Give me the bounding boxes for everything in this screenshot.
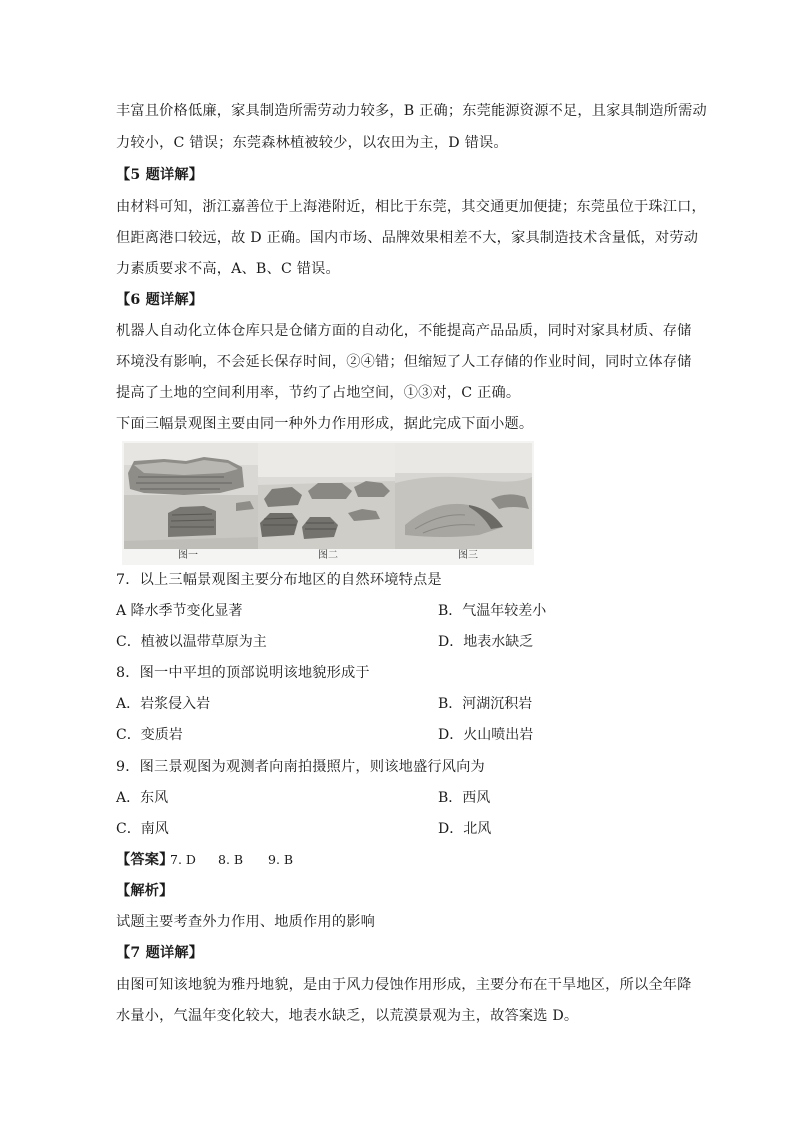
q6-line: 环境没有影响，不会延长保存时间，②④错；但缩短了人工存储的作业时间，同时立体存储: [116, 354, 692, 370]
q6-line: 提高了土地的空间利用率，节约了占地空间，①③对，C 正确。: [116, 385, 521, 401]
question-9-option-b: B．西风: [438, 790, 491, 806]
answer-item: 8. B: [218, 852, 244, 867]
question-8-option-a: A．岩浆侵入岩: [116, 696, 211, 712]
question-8-option-d: D．火山喷出岩: [438, 727, 534, 743]
question-9-option-c: C．南风: [116, 821, 169, 837]
question-7-stem: 7．以上三幅景观图主要分布地区的自然环境特点是: [116, 572, 442, 588]
question-7-option-d: D．地表水缺乏: [438, 634, 534, 650]
q5-line: 力素质要求不高，A、B、C 错误。: [116, 261, 340, 277]
figure-2-caption: 图二: [318, 550, 338, 561]
paragraph-line: 丰富且价格低廉，家具制造所需劳动力较多，B 正确；东莞能源资源不足，且家具制造所需动: [116, 103, 707, 119]
question-9-option-a: A．东风: [116, 790, 169, 806]
q6-line: 机器人自动化立体仓库只是仓储方面的自动化，不能提高产品品质，同时对家具材质、存储: [116, 323, 692, 339]
answer-item: 7. D: [170, 852, 196, 867]
q5-heading: 【5 题详解】: [116, 167, 204, 183]
question-7-option-c: C．植被以温带草原为主: [116, 634, 267, 650]
figure-1-caption: 图一: [178, 550, 198, 561]
analysis-text: 试题主要考查外力作用、地质作用的影响: [116, 914, 375, 930]
landscape-figure: [122, 441, 534, 565]
question-9-stem: 9．图三景观图为观测者向南拍摄照片，则该地盛行风向为: [116, 759, 485, 775]
q5-line: 由材料可知，浙江嘉善位于上海港附近，相比于东莞，其交通更加便捷；东莞虽位于珠江口，: [116, 199, 706, 215]
q6-heading: 【6 题详解】: [116, 292, 204, 308]
question-7-option-b: B．气温年较差小: [438, 603, 547, 619]
analysis-heading: 【解析】: [116, 883, 174, 899]
answer-label: 【答案】: [116, 852, 174, 868]
question-7-option-a: A 降水季节变化显著: [116, 603, 243, 619]
question-9-option-d: D．北风: [438, 821, 492, 837]
answer-item: 9. B: [268, 852, 294, 867]
question-8-option-c: C．变质岩: [116, 727, 183, 743]
question-8-option-b: B．河湖沉积岩: [438, 696, 533, 712]
q7-heading: 【7 题详解】: [116, 945, 204, 961]
figure-2-image: [258, 443, 395, 549]
figure-3-image: [395, 443, 532, 549]
q7-line: 由图可知该地貌为雅丹地貌，是由于风力侵蚀作用形成，主要分布在干旱地区，所以全年降: [116, 977, 692, 993]
question-8-stem: 8．图一中平坦的顶部说明该地貌形成于: [116, 665, 370, 681]
intro-text: 下面三幅景观图主要由同一种外力作用形成，据此完成下面小题。: [116, 416, 534, 432]
paragraph-line: 力较小，C 错误；东莞森林植被较少，以农田为主，D 错误。: [116, 135, 508, 151]
q5-line: 但距离港口较远，故 D 正确。国内市场、品牌效果相差不大，家具制造技术含量低，对劳动: [116, 230, 699, 246]
figure-3-caption: 图三: [458, 550, 478, 561]
figure-1-image: [124, 443, 258, 549]
q7-line: 水量小，气温年变化较大，地表水缺乏，以荒漠景观为主，故答案选 D。: [116, 1008, 579, 1024]
